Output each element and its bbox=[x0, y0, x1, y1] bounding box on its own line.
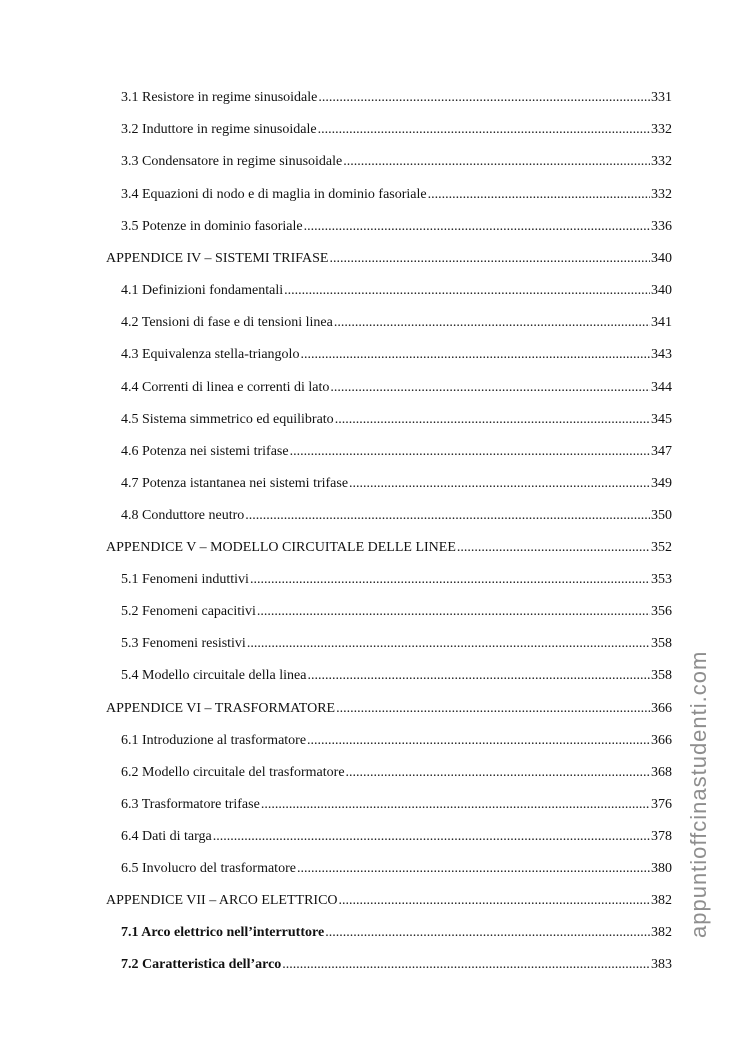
toc-entry-page: 341 bbox=[651, 315, 672, 330]
dot-leader bbox=[318, 119, 650, 141]
toc-entry[interactable] bbox=[121, 730, 672, 752]
dot-leader bbox=[247, 633, 650, 655]
dot-leader bbox=[335, 409, 650, 431]
toc-entry-label: APPENDICE V – MODELLO CIRCUITALE DELLE LINEE bbox=[106, 540, 456, 555]
toc-entry-page: 368 bbox=[651, 765, 672, 780]
toc-entry-page: 340 bbox=[651, 283, 672, 298]
toc-entry-page: 378 bbox=[651, 829, 672, 844]
toc-entry-label: 6.5 Involucro del trasformatore bbox=[121, 861, 296, 876]
toc-entry[interactable] bbox=[121, 409, 672, 431]
toc-entry-label: 6.1 Introduzione al trasformatore bbox=[121, 733, 307, 748]
dot-leader bbox=[245, 505, 650, 527]
toc-entry-page: 344 bbox=[651, 380, 672, 395]
toc-entry-page: 347 bbox=[651, 444, 672, 459]
toc-entry-page: 345 bbox=[651, 412, 672, 427]
toc-entry-label: APPENDICE IV – SISTEMI TRIFASE bbox=[106, 251, 329, 266]
toc-entry-label: APPENDICE VII – ARCO ELETTRICO bbox=[106, 893, 338, 908]
toc-entry-page: 332 bbox=[651, 122, 672, 137]
dot-leader bbox=[213, 826, 650, 848]
watermark-text: appuntioffcinastudenti.com bbox=[686, 650, 711, 938]
toc-entry-page: 382 bbox=[651, 893, 672, 908]
toc-entry-page: 366 bbox=[651, 733, 672, 748]
toc-appendix-entry[interactable] bbox=[106, 698, 672, 720]
dot-leader bbox=[325, 922, 650, 944]
toc-entry-label: 5.3 Fenomeni resistivi bbox=[121, 636, 246, 651]
toc-entry-label: 4.8 Conduttore neutro bbox=[121, 508, 245, 523]
toc-entry[interactable] bbox=[121, 184, 672, 206]
toc-entry-label: 7.2 Caratteristica dell’arco bbox=[121, 957, 282, 972]
toc-entry[interactable] bbox=[121, 601, 672, 623]
toc-entry-page: 332 bbox=[651, 154, 672, 169]
toc-entry-label: 4.4 Correnti di linea e correnti di lato bbox=[121, 380, 330, 395]
toc-entry-page: 358 bbox=[651, 668, 672, 683]
toc-entry[interactable] bbox=[121, 377, 672, 399]
dot-leader bbox=[336, 698, 650, 720]
toc-entry-label: 6.2 Modello circuitale del trasformatore bbox=[121, 765, 345, 780]
toc-entry-label: 5.1 Fenomeni induttivi bbox=[121, 572, 249, 587]
toc-entry[interactable] bbox=[121, 922, 672, 944]
toc-entry-label: 3.4 Equazioni di nodo e di maglia in dominio fasoriale bbox=[121, 187, 427, 202]
toc-entry-page: 352 bbox=[651, 540, 672, 555]
toc-entry-page: 383 bbox=[651, 957, 672, 972]
toc-entry-label: 4.6 Potenza nei sistemi trifase bbox=[121, 444, 289, 459]
dot-leader bbox=[339, 890, 650, 912]
toc-entry[interactable] bbox=[121, 280, 672, 302]
toc-entry-page: 376 bbox=[651, 797, 672, 812]
dot-leader bbox=[334, 312, 650, 334]
toc-entry-label: APPENDICE VI – TRASFORMATORE bbox=[106, 701, 336, 716]
dot-leader bbox=[428, 184, 650, 206]
toc-entry[interactable] bbox=[121, 569, 672, 591]
toc-entry[interactable] bbox=[121, 954, 672, 976]
toc-entry-page: 358 bbox=[651, 636, 672, 651]
toc-entry-label: 3.5 Potenze in dominio fasoriale bbox=[121, 219, 303, 234]
dot-leader bbox=[284, 280, 650, 302]
toc-entry-page: 349 bbox=[651, 476, 672, 491]
toc-entry-label: 4.5 Sistema simmetrico ed equilibrato bbox=[121, 412, 334, 427]
toc-entry[interactable] bbox=[121, 665, 672, 687]
toc-entry-page: 353 bbox=[651, 572, 672, 587]
toc-entry[interactable] bbox=[121, 858, 672, 880]
toc-entry[interactable] bbox=[121, 762, 672, 784]
dot-leader bbox=[346, 762, 650, 784]
toc-entry-page: 331 bbox=[651, 90, 672, 105]
toc-entry-label: 6.3 Trasformatore trifase bbox=[121, 797, 260, 812]
dot-leader bbox=[349, 473, 650, 495]
toc-entry-page: 343 bbox=[651, 347, 672, 362]
dot-leader bbox=[297, 858, 650, 880]
toc-entry-label: 5.4 Modello circuitale della linea bbox=[121, 668, 307, 683]
toc-entry[interactable] bbox=[121, 441, 672, 463]
toc-entry[interactable] bbox=[121, 633, 672, 655]
toc-entry-page: 340 bbox=[651, 251, 672, 266]
toc-entry-label: 4.1 Definizioni fondamentali bbox=[121, 283, 284, 298]
toc-entry[interactable] bbox=[121, 216, 672, 238]
toc-entry[interactable] bbox=[121, 826, 672, 848]
toc-entry-label: 3.3 Condensatore in regime sinusoidale bbox=[121, 154, 343, 169]
dot-leader bbox=[457, 537, 650, 559]
dot-leader bbox=[290, 441, 650, 463]
toc-entry[interactable] bbox=[121, 473, 672, 495]
toc-entry-label: 4.7 Potenza istantanea nei sistemi trifase bbox=[121, 476, 349, 491]
toc-entry-label: 4.2 Tensioni di fase e di tensioni linea bbox=[121, 315, 333, 330]
toc-entry[interactable] bbox=[121, 344, 672, 366]
toc-entry-label: 7.1 Arco elettrico nell’interruttore bbox=[121, 925, 325, 940]
dot-leader bbox=[250, 569, 650, 591]
dot-leader bbox=[343, 151, 650, 173]
toc-entry-page: 332 bbox=[651, 187, 672, 202]
dot-leader bbox=[300, 344, 650, 366]
dot-leader bbox=[329, 248, 650, 270]
toc-entry-page: 336 bbox=[651, 219, 672, 234]
toc-entry[interactable] bbox=[121, 151, 672, 173]
toc-entry-page: 350 bbox=[651, 508, 672, 523]
toc-entry-label: 4.3 Equivalenza stella-triangolo bbox=[121, 347, 300, 362]
toc-entry[interactable] bbox=[121, 87, 672, 109]
toc-entry-page: 366 bbox=[651, 701, 672, 716]
toc-entry[interactable] bbox=[121, 794, 672, 816]
toc-entry-page: 380 bbox=[651, 861, 672, 876]
toc-entry-label: 5.2 Fenomeni capacitivi bbox=[121, 604, 256, 619]
toc-entry[interactable] bbox=[121, 119, 672, 141]
toc-entry-page: 382 bbox=[651, 925, 672, 940]
dot-leader bbox=[318, 87, 650, 109]
dot-leader bbox=[261, 794, 650, 816]
toc-entry[interactable] bbox=[121, 505, 672, 527]
dot-leader bbox=[304, 216, 650, 238]
toc-appendix-entry[interactable] bbox=[106, 537, 672, 559]
toc-appendix-entry[interactable] bbox=[106, 248, 672, 270]
dot-leader bbox=[282, 954, 650, 976]
toc-entry-label: 3.2 Induttore in regime sinusoidale bbox=[121, 122, 317, 137]
dot-leader bbox=[330, 377, 650, 399]
dot-leader bbox=[307, 730, 650, 752]
toc-entry-label: 6.4 Dati di targa bbox=[121, 829, 212, 844]
dot-leader bbox=[257, 601, 650, 623]
toc-entry[interactable] bbox=[121, 312, 672, 334]
dot-leader bbox=[307, 665, 650, 687]
toc-entry-page: 356 bbox=[651, 604, 672, 619]
toc-entry-label: 3.1 Resistore in regime sinusoidale bbox=[121, 90, 318, 105]
toc-appendix-entry[interactable] bbox=[106, 890, 672, 912]
